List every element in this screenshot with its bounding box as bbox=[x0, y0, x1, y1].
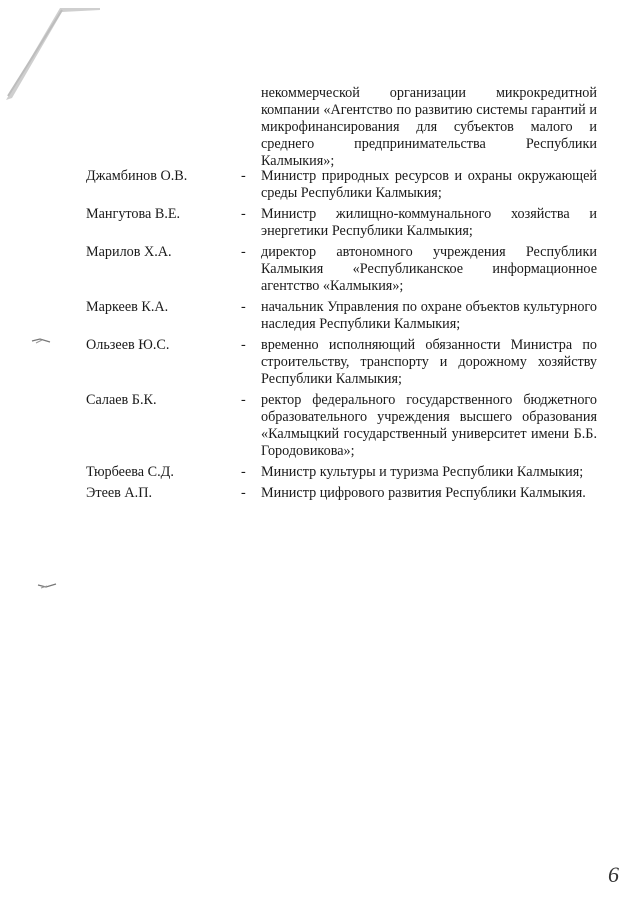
member-entry bbox=[86, 206, 598, 240]
member-role: ректор федерального государственного бюджетного образовательного учреждения высшего образования «Калмыцкий государственный университет имени Б.Б. Городовикова»; bbox=[261, 392, 597, 459]
member-name: Маркеев К.А. bbox=[86, 299, 169, 315]
dash-separator: - bbox=[241, 464, 246, 480]
dash-separator: - bbox=[241, 392, 246, 408]
margin-mark bbox=[36, 580, 58, 592]
member-name: Тюрбеева С.Д. bbox=[86, 464, 174, 480]
member-name: Ользеев Ю.С. bbox=[86, 337, 170, 353]
dash-separator: - bbox=[241, 299, 246, 315]
member-role: Министр жилищно-коммунального хозяйства и энергетики Республики Калмыкия; bbox=[261, 206, 597, 239]
member-entry bbox=[86, 392, 598, 460]
member-entry bbox=[86, 244, 598, 295]
dash-separator: - bbox=[241, 485, 246, 501]
member-name: Марилов Х.А. bbox=[86, 244, 172, 260]
member-name: Салаев Б.К. bbox=[86, 392, 157, 408]
members-list bbox=[86, 168, 598, 506]
member-entry bbox=[86, 337, 598, 388]
member-role: директор автономного учреждения Республики Калмыкия «Республиканское информационное агентство «Калмыкия»; bbox=[261, 244, 597, 294]
member-role: временно исполняющий обязанности Министра по строительству, транспорту и дорожному хозяйству Республики Калмыкия; bbox=[261, 337, 597, 387]
continuation-paragraph: некоммерческой организации микрокредитной компании «Агентство по развитию системы гарантий и микрофинансирования для субъектов малого и среднего предпринимательства Республики Калмыкия»; bbox=[261, 85, 597, 169]
member-role: Министр культуры и туризма Республики Калмыкия; bbox=[261, 464, 584, 480]
margin-mark bbox=[30, 335, 52, 347]
member-entry bbox=[86, 299, 598, 333]
scan-corner-mark bbox=[0, 0, 110, 110]
member-name: Джамбинов О.В. bbox=[86, 168, 188, 184]
dash-separator: - bbox=[241, 206, 246, 222]
member-entry bbox=[86, 168, 598, 202]
dash-separator: - bbox=[241, 244, 246, 260]
dash-separator: - bbox=[241, 168, 246, 184]
member-role: Министр природных ресурсов и охраны окружающей среды Республики Калмыкия; bbox=[261, 168, 597, 201]
member-entry bbox=[86, 464, 598, 481]
dash-separator: - bbox=[241, 337, 246, 353]
member-entry bbox=[86, 485, 598, 502]
member-role: начальник Управления по охране объектов культурного наследия Республики Калмыкия; bbox=[261, 299, 597, 332]
member-name: Этеев А.П. bbox=[86, 485, 152, 501]
member-name: Мангутова В.Е. bbox=[86, 206, 181, 222]
page-number: 6 bbox=[608, 862, 619, 887]
member-role: Министр цифрового развития Республики Калмыкия. bbox=[261, 485, 586, 501]
